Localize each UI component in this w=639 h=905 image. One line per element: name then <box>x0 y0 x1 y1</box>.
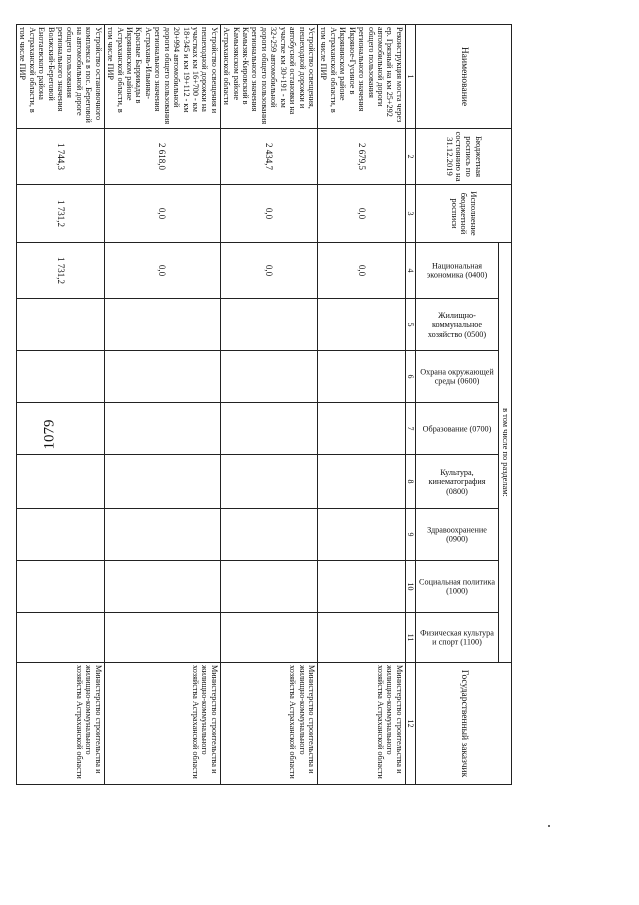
column-number: 5 <box>405 299 415 351</box>
row-empty-cell <box>104 561 220 613</box>
column-number: 10 <box>405 561 415 613</box>
header-section-1000: Социальная политика (1000) <box>416 561 499 613</box>
header-budget-list: Бюджетная роспись по состоянию на 31.12.2019 <box>416 129 512 185</box>
header-section-0700: Образование (0700) <box>416 403 499 455</box>
row-section-0400: 1 731,2 <box>16 243 104 299</box>
header-section-0900: Здравоохранение (0900) <box>416 509 499 561</box>
row-empty-cell <box>16 561 104 613</box>
header-section-0400: Национальная экономика (0400) <box>416 243 499 299</box>
scan-speck <box>548 825 550 827</box>
row-customer: Министерство строительства и жилищно-коммунального хозяйства Астраханской области <box>220 663 317 785</box>
header-section-1100: Физическая культура и спорт (1100) <box>416 613 499 663</box>
row-name: Устройство остановочного комплекса в пос. Береговой на автомобильной дороге общего пользования регионального значения Волжский-Береговой Енотаевского района Астраханской области, в том числе ПИР <box>16 25 104 129</box>
row-empty-cell <box>318 403 406 455</box>
row-empty-cell <box>318 299 406 351</box>
row-empty-cell <box>16 403 104 455</box>
table-row <box>220 25 317 785</box>
row-empty-cell <box>104 509 220 561</box>
column-number: 9 <box>405 509 415 561</box>
row-execution: 0,0 <box>104 185 220 243</box>
column-numbers-row <box>405 25 415 785</box>
row-empty-cell <box>220 351 317 403</box>
row-empty-cell <box>220 509 317 561</box>
header-section-0800: Культура, кинематография (0800) <box>416 455 499 509</box>
row-empty-cell <box>16 455 104 509</box>
row-name: Устройство освещения и пешеходной дорожки на участках км 16+700 - км 18+345 и км 19+112 - км 20+994 автомобильной дороги общего пользования регионального значения Астрахань-Ильинка-Красные Баррикады в Икрянинском районе Астраханской области, в том числе ПИР <box>104 25 220 129</box>
row-empty-cell <box>318 351 406 403</box>
column-number: 8 <box>405 455 415 509</box>
row-name: Устройство освещения, пешеходной дорожки и автобусной остановки на участке км 30+191 - км 32+259 автомобильной дороги общего пользования регионального значения Камызяк-Кировский в Камызякском районе Астраханской области <box>220 25 317 129</box>
table-row <box>16 25 104 785</box>
row-empty-cell <box>16 351 104 403</box>
header-section-0500: Жилищно-коммунальное хозяйство (0500) <box>416 299 499 351</box>
row-empty-cell <box>318 509 406 561</box>
row-empty-cell <box>318 613 406 663</box>
header-customer: Государственный заказчик <box>416 663 512 785</box>
table-row <box>104 25 220 785</box>
table-row <box>318 25 406 785</box>
row-budget: 2 434,7 <box>220 129 317 185</box>
row-customer: Министерство строительства и жилищно-коммунального хозяйства Астраханской области <box>318 663 406 785</box>
row-empty-cell <box>220 299 317 351</box>
column-number: 7 <box>405 403 415 455</box>
column-number: 4 <box>405 243 415 299</box>
row-budget: 1 744,3 <box>16 129 104 185</box>
row-execution: 0,0 <box>220 185 317 243</box>
header-section-0600: Охрана окружающей среды (0600) <box>416 351 499 403</box>
row-name: Реконструкция моста через ер. Грязный на км 25+292 автомобильной дороги общего пользования регионального значения Икряное-Гусиное в Икрянинском районе Астраханской области, в том числе ПИР <box>318 25 406 129</box>
row-execution: 0,0 <box>318 185 406 243</box>
row-empty-cell <box>104 351 220 403</box>
column-number: 6 <box>405 351 415 403</box>
row-execution: 1 731,2 <box>16 185 104 243</box>
row-empty-cell <box>104 613 220 663</box>
row-empty-cell <box>104 299 220 351</box>
row-empty-cell <box>16 613 104 663</box>
row-empty-cell <box>16 299 104 351</box>
row-section-0400: 0,0 <box>318 243 406 299</box>
row-empty-cell <box>220 613 317 663</box>
row-section-0400: 0,0 <box>220 243 317 299</box>
page-number: 1079 <box>41 419 58 450</box>
column-number: 12 <box>405 663 415 785</box>
row-budget: 2 679,5 <box>318 129 406 185</box>
row-empty-cell <box>220 561 317 613</box>
header-name: Наименование <box>416 25 512 129</box>
row-empty-cell <box>220 403 317 455</box>
header-execution: Исполнение бюджетной росписи <box>416 185 512 243</box>
row-customer: Министерство строительства и жилищно-коммунального хозяйства Астраханской области <box>104 663 220 785</box>
row-customer: Министерство строительства и жилищно-коммунального хозяйства Астраханской области <box>16 663 104 785</box>
column-number: 2 <box>405 129 415 185</box>
row-section-0400: 0,0 <box>104 243 220 299</box>
row-empty-cell <box>104 455 220 509</box>
header-sections-caption: в том числе по разделам: <box>499 243 512 663</box>
column-number: 11 <box>405 613 415 663</box>
budget-table <box>16 24 512 785</box>
row-empty-cell <box>318 561 406 613</box>
column-number: 1 <box>405 25 415 129</box>
row-empty-cell <box>16 509 104 561</box>
row-empty-cell <box>220 455 317 509</box>
row-empty-cell <box>104 403 220 455</box>
row-budget: 2 618,0 <box>104 129 220 185</box>
row-empty-cell <box>318 455 406 509</box>
column-number: 3 <box>405 185 415 243</box>
